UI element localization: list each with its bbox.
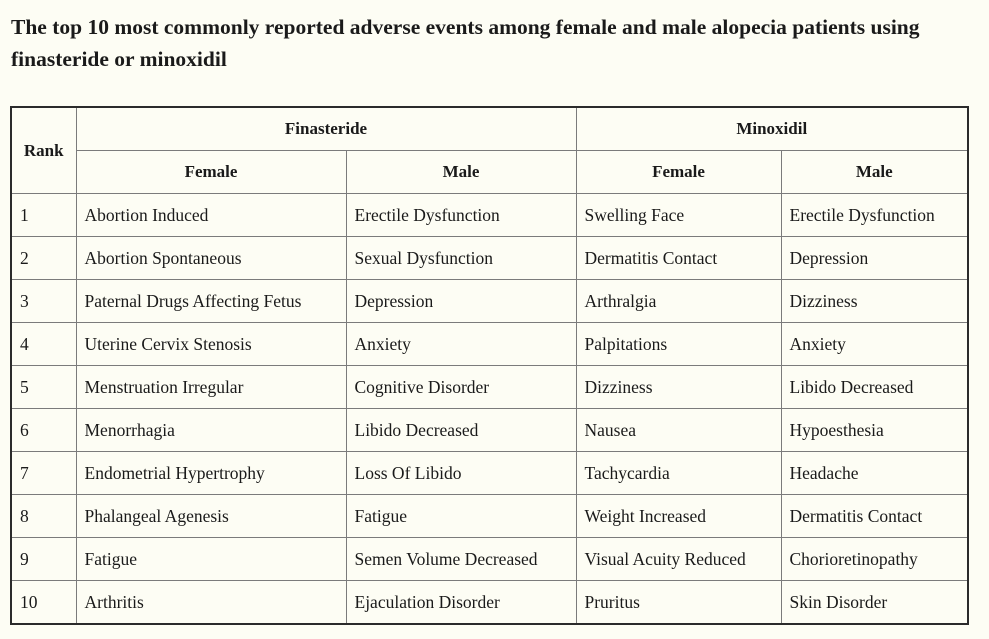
table-cell: Semen Volume Decreased [346, 538, 576, 581]
table-cell: Skin Disorder [781, 581, 968, 625]
table-cell: Pruritus [576, 581, 781, 625]
table-cell: Paternal Drugs Affecting Fetus [76, 280, 346, 323]
table-cell: Arthritis [76, 581, 346, 625]
table-cell: Uterine Cervix Stenosis [76, 323, 346, 366]
table-row [11, 452, 968, 495]
table-cell: Erectile Dysfunction [781, 194, 968, 237]
table-cell: Nausea [576, 409, 781, 452]
subheader-finasteride-female: Female [76, 151, 346, 194]
table-cell: Dizziness [576, 366, 781, 409]
table-cell: Anxiety [346, 323, 576, 366]
table-cell: Arthralgia [576, 280, 781, 323]
table-cell: Libido Decreased [781, 366, 968, 409]
table-row [11, 280, 968, 323]
rank-cell: 9 [11, 538, 76, 581]
table-cell: Hypoesthesia [781, 409, 968, 452]
group-header-minoxidil: Minoxidil [576, 107, 968, 151]
table-cell: Tachycardia [576, 452, 781, 495]
table-row [11, 495, 968, 538]
table-cell: Depression [781, 237, 968, 280]
table-cell: Cognitive Disorder [346, 366, 576, 409]
table-cell: Fatigue [76, 538, 346, 581]
table-cell: Anxiety [781, 323, 968, 366]
rank-cell: 7 [11, 452, 76, 495]
table-cell: Dizziness [781, 280, 968, 323]
subheader-minoxidil-female: Female [576, 151, 781, 194]
rank-cell: 1 [11, 194, 76, 237]
table-cell: Loss Of Libido [346, 452, 576, 495]
table-cell: Fatigue [346, 495, 576, 538]
table-cell: Visual Acuity Reduced [576, 538, 781, 581]
table-cell: Abortion Induced [76, 194, 346, 237]
subheader-minoxidil-male: Male [781, 151, 968, 194]
table-cell: Headache [781, 452, 968, 495]
rank-cell: 3 [11, 280, 76, 323]
adverse-events-table [10, 106, 969, 625]
table-row [11, 237, 968, 280]
page-title: The top 10 most commonly reported adverse events among female and male alopecia patients using finasteride or minoxidil [11, 15, 920, 71]
table-cell: Menorrhagia [76, 409, 346, 452]
rank-header: Rank [11, 107, 76, 194]
table-cell: Dermatitis Contact [781, 495, 968, 538]
table-cell: Chorioretinopathy [781, 538, 968, 581]
rank-cell: 6 [11, 409, 76, 452]
group-header-finasteride: Finasteride [76, 107, 576, 151]
rank-cell: 5 [11, 366, 76, 409]
table-cell: Menstruation Irregular [76, 366, 346, 409]
table-cell: Abortion Spontaneous [76, 237, 346, 280]
rank-cell: 8 [11, 495, 76, 538]
table-cell: Weight Increased [576, 495, 781, 538]
table-cell: Swelling Face [576, 194, 781, 237]
table-row [11, 366, 968, 409]
rank-cell: 10 [11, 581, 76, 625]
table-cell: Sexual Dysfunction [346, 237, 576, 280]
table-cell: Endometrial Hypertrophy [76, 452, 346, 495]
subheader-finasteride-male: Male [346, 151, 576, 194]
rank-cell: 2 [11, 237, 76, 280]
table-cell: Palpitations [576, 323, 781, 366]
table-cell: Erectile Dysfunction [346, 194, 576, 237]
table-cell: Dermatitis Contact [576, 237, 781, 280]
table-cell: Phalangeal Agenesis [76, 495, 346, 538]
table-cell: Depression [346, 280, 576, 323]
table-row [11, 538, 968, 581]
header-row-sex [11, 151, 968, 194]
table-row [11, 409, 968, 452]
table-row [11, 581, 968, 625]
table-cell: Ejaculation Disorder [346, 581, 576, 625]
table-row [11, 323, 968, 366]
table-row [11, 194, 968, 237]
table-cell: Libido Decreased [346, 409, 576, 452]
header-row-groups [11, 107, 968, 151]
rank-cell: 4 [11, 323, 76, 366]
